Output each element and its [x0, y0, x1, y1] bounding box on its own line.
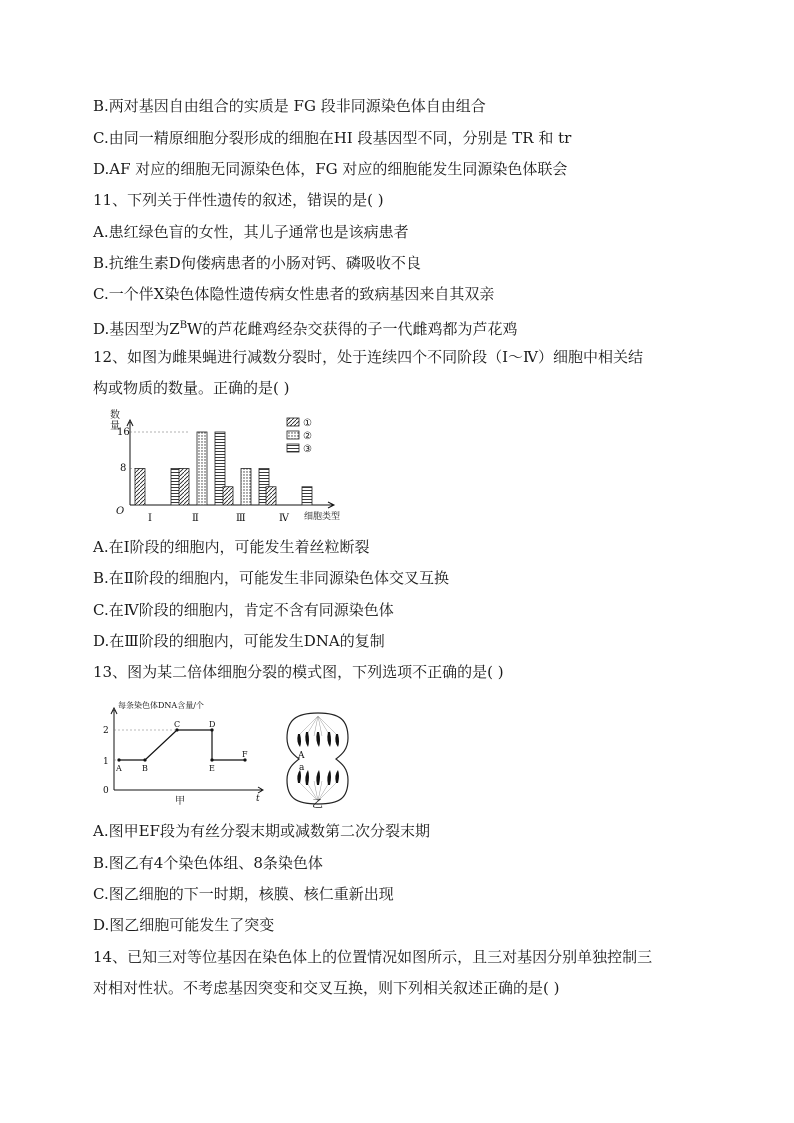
bar-origin: O — [116, 506, 125, 517]
legend-swatch-1 — [287, 418, 299, 426]
q13-option-c: C.图乙细胞的下一时期，核膜、核仁重新出现 — [93, 885, 394, 903]
line-point-label-C: C — [174, 720, 181, 729]
bar-ylabel-part2: 量 — [110, 421, 120, 432]
bar-marks — [130, 432, 312, 524]
q11-d-superscript: B — [179, 320, 188, 331]
q14-stem-line2: 对相对性状。不考虑基因突变和交叉互换，则下列相关叙述正确的是( ) — [93, 979, 560, 997]
line-ytick-2: 2 — [103, 726, 109, 736]
bar-xlabel: 细胞类型 — [304, 512, 341, 522]
q10-option-b: B.两对基因自由组合的实质是 FG 段非同源染色体自由组合 — [93, 97, 486, 115]
line-marks — [114, 720, 248, 773]
bar-xtick-4: Ⅳ — [279, 513, 289, 524]
q14-stem-line1: 14、已知三对等位基因在染色体上的位置情况如图所示，且三对基因分别单独控制三 — [93, 948, 653, 966]
q10-option-c: C.由同一精原细胞分裂形成的细胞在HI 段基因型不同，分别是 TR 和 tr — [93, 129, 572, 147]
line-xlabel: t — [256, 794, 260, 804]
bar-1-4 — [266, 487, 276, 505]
line-point-label-F: F — [242, 750, 248, 759]
line-point-label-D: D — [209, 720, 216, 729]
legend-swatch-3 — [287, 444, 299, 452]
bar-2-3 — [241, 469, 251, 506]
line-point-label-E: E — [209, 764, 215, 773]
bar-3-4 — [302, 487, 312, 505]
line-point-E — [210, 758, 213, 761]
q10-option-d: D.AF 对应的细胞无同源染色体，FG 对应的细胞能发生同源染色体联会 — [93, 160, 568, 178]
bar-legend — [287, 418, 312, 455]
q11-option-b: B.抗维生素D佝偻病患者的小肠对钙、磷吸收不良 — [93, 254, 421, 272]
line-caption: 甲 — [175, 796, 185, 807]
line-ylabel: 每条染色体DNA含量/个 — [118, 701, 204, 710]
bar-ylabel-part1: 数 — [110, 410, 120, 421]
q12-option-c: C.在Ⅳ阶段的细胞内，肯定不含有同源染色体 — [93, 601, 394, 619]
line-origin: 0 — [103, 786, 109, 796]
q12-bar-chart — [108, 408, 358, 526]
line-point-label-B: B — [142, 764, 148, 773]
bar-1-1 — [135, 469, 145, 506]
bar-ytick-16: 16 — [117, 427, 130, 438]
legend-label-1: ① — [303, 418, 312, 429]
q13-line-chart — [100, 698, 275, 810]
q13-option-b: B.图乙有4个染色体组、8条染色体 — [93, 854, 323, 872]
q12-stem-line2: 构或物质的数量。正确的是( ) — [93, 379, 290, 397]
q13-option-a: A.图甲EF段为有丝分裂末期或减数第二次分裂末期 — [93, 822, 430, 840]
legend-label-2: ② — [303, 431, 312, 442]
bar-xtick-2: Ⅱ — [192, 513, 199, 524]
q11-option-d — [93, 315, 517, 340]
bar-ytick-8: 8 — [120, 463, 127, 474]
q13-stem: 13、图为某二倍体细胞分裂的模式图，下列选项不正确的是( ) — [93, 663, 504, 681]
cell-caption: 乙 — [312, 797, 323, 810]
line-point-A — [117, 758, 120, 761]
q11-stem: 11、下列关于伴性遗传的叙述，错误的是( ) — [93, 191, 384, 209]
cell-label-A: A — [298, 751, 305, 761]
bar-xtick-1: Ⅰ — [148, 513, 152, 524]
bar-xtick-3: Ⅲ — [236, 513, 246, 524]
legend-label-3: ③ — [303, 444, 312, 455]
cell-membrane — [287, 713, 348, 804]
q11-option-c: C.一个伴X染色体隐性遗传病女性患者的致病基因来自其双亲 — [93, 285, 495, 303]
chromosomes-top — [297, 732, 339, 747]
legend-swatch-2 — [287, 431, 299, 439]
q13-option-d: D.图乙细胞可能发生了突变 — [93, 916, 275, 934]
q12-option-b: B.在Ⅱ阶段的细胞内，可能发生非同源染色体交叉互换 — [93, 569, 449, 587]
q11-d-suffix: W的芦花雌鸡经杂交获得的子一代雌鸡都为芦花鸡 — [187, 320, 518, 338]
q11-d-prefix: D.基因型为Z — [93, 320, 180, 338]
line-series — [119, 730, 245, 760]
bar-1-3 — [223, 487, 233, 505]
q12-stem-line1: 12、如图为雌果蝇进行减数分裂时，处于连续四个不同阶段（Ⅰ～Ⅳ）细胞中相关结 — [93, 348, 644, 366]
line-ytick-1: 1 — [103, 757, 109, 767]
bar-1-2 — [179, 469, 189, 506]
bar-2-2 — [197, 432, 207, 505]
line-chart-axes — [111, 708, 263, 793]
line-point-B — [143, 758, 146, 761]
q12-option-d: D.在Ⅲ阶段的细胞内，可能发生DNA的复制 — [93, 632, 385, 650]
line-point-label-A: A — [116, 764, 122, 773]
cell-label-a: a — [299, 763, 305, 773]
q11-option-a: A.患红绿色盲的女性，其儿子通常也是该病患者 — [93, 223, 409, 241]
q12-option-a: A.在Ⅰ阶段的细胞内，可能发生着丝粒断裂 — [93, 538, 370, 556]
